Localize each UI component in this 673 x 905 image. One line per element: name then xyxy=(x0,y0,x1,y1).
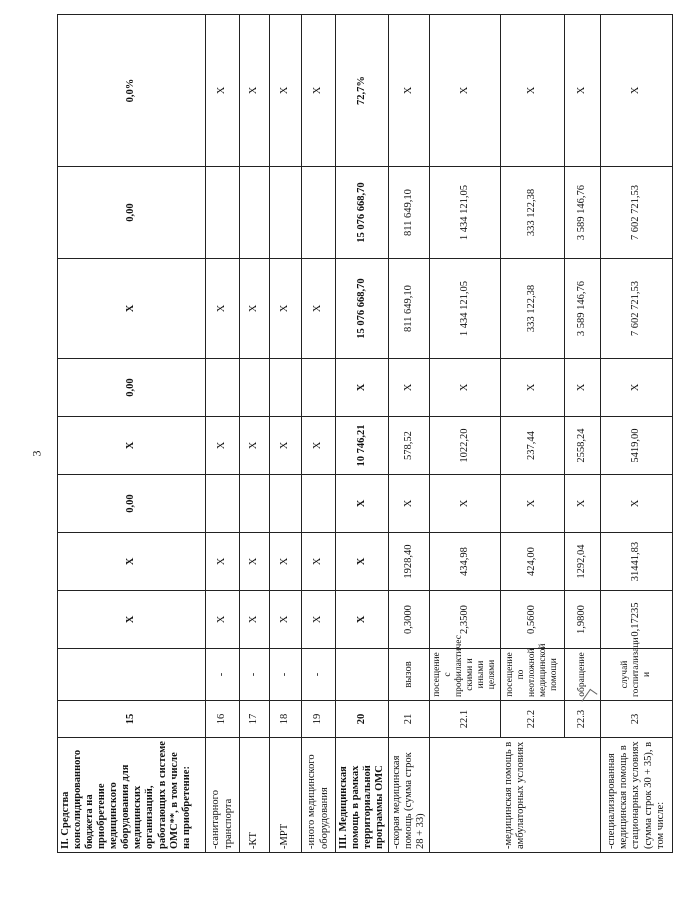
value-cell xyxy=(302,359,336,417)
value-cell: X xyxy=(240,417,270,475)
unit-cell: обращение xyxy=(564,649,600,701)
value-cell: 434,98 xyxy=(430,533,501,591)
row-name: III. Медицинская помощь в рамках территориальной программы ОМС xyxy=(336,738,389,853)
value-cell: X xyxy=(336,591,389,649)
value-cell: 7 602 721,53 xyxy=(600,259,672,359)
value-cell: 1,9800 xyxy=(564,591,600,649)
value-cell: X xyxy=(206,533,240,591)
value-cell: X xyxy=(270,591,302,649)
budget-table xyxy=(57,14,673,853)
value-cell: X xyxy=(336,533,389,591)
value-cell: 578,52 xyxy=(389,417,430,475)
value-cell xyxy=(206,167,240,259)
row-name: -МРТ xyxy=(270,738,302,853)
table-row xyxy=(430,15,501,853)
value-cell: 424,00 xyxy=(500,533,564,591)
value-cell: 7 602 721,53 xyxy=(600,167,672,259)
value-cell: 0,17235 xyxy=(600,591,672,649)
value-cell: X xyxy=(206,259,240,359)
value-cell xyxy=(302,475,336,533)
table-row xyxy=(336,15,389,853)
unit-cell: - xyxy=(270,649,302,701)
value-cell: X xyxy=(430,475,501,533)
value-cell: 2,3500 xyxy=(430,591,501,649)
row-number: 22.1 xyxy=(430,701,501,738)
row-name: II. Средства консолидированного бюджета на приобретение медицинского оборудования для медицинских организаций, работающих в системе ОМС**, в том числе на приобретение: xyxy=(58,738,206,853)
unit-cell: - xyxy=(206,649,240,701)
value-cell: 0,00 xyxy=(58,475,206,533)
value-cell: 1 434 121,05 xyxy=(430,259,501,359)
value-cell xyxy=(302,167,336,259)
value-cell: X xyxy=(240,591,270,649)
value-cell: 10 746,21 xyxy=(336,417,389,475)
unit-cell: вызов xyxy=(389,649,430,701)
value-cell: 1292,04 xyxy=(564,533,600,591)
row-number: 19 xyxy=(302,701,336,738)
value-cell: 15 076 668,70 xyxy=(336,259,389,359)
unit-cell: - xyxy=(240,649,270,701)
value-cell: 333 122,38 xyxy=(500,259,564,359)
value-cell: X xyxy=(430,359,501,417)
value-cell: X xyxy=(564,359,600,417)
value-cell: X xyxy=(58,259,206,359)
unit-cell: посещение по неотложной медицинской помощи xyxy=(500,649,564,701)
value-cell: X xyxy=(240,15,270,167)
value-cell: X xyxy=(389,359,430,417)
value-cell: X xyxy=(206,417,240,475)
unit-cell xyxy=(336,649,389,701)
row-number: 16 xyxy=(206,701,240,738)
value-cell xyxy=(240,167,270,259)
page-number: 3 xyxy=(29,450,44,457)
value-cell: X xyxy=(270,15,302,167)
value-cell: 333 122,38 xyxy=(500,167,564,259)
table-row xyxy=(600,15,672,853)
unit-cell: посещение с профилактичес скими и иными целями xyxy=(430,649,501,701)
value-cell: 5419,00 xyxy=(600,417,672,475)
row-number: 22.2 xyxy=(500,701,564,738)
value-cell: X xyxy=(336,359,389,417)
value-cell xyxy=(206,359,240,417)
value-cell: X xyxy=(500,475,564,533)
row-number: 23 xyxy=(600,701,672,738)
value-cell: X xyxy=(302,417,336,475)
value-cell: X xyxy=(270,533,302,591)
value-cell: X xyxy=(206,591,240,649)
value-cell: X xyxy=(270,417,302,475)
table-row xyxy=(206,15,240,853)
value-cell: X xyxy=(389,15,430,167)
value-cell: X xyxy=(600,359,672,417)
row-name: -иного медицинского оборудования xyxy=(302,738,336,853)
unit-cell xyxy=(58,649,206,701)
value-cell: 237,44 xyxy=(500,417,564,475)
row-number: 17 xyxy=(240,701,270,738)
value-cell: X xyxy=(336,475,389,533)
table-row xyxy=(270,15,302,853)
value-cell xyxy=(206,475,240,533)
row-name: -специализированная медицинская помощь в стационарных условиях (сумма строк 30 + 35), в том числе: xyxy=(600,738,672,853)
value-cell: X xyxy=(600,15,672,167)
table-row xyxy=(389,15,430,853)
table-row xyxy=(58,15,206,853)
value-cell: X xyxy=(240,259,270,359)
value-cell: X xyxy=(240,533,270,591)
value-cell: 3 589 146,76 xyxy=(564,259,600,359)
percent-cell: 72,7% xyxy=(336,15,389,167)
value-cell: X xyxy=(58,533,206,591)
value-cell: 1022,20 xyxy=(430,417,501,475)
value-cell: 2558,24 xyxy=(564,417,600,475)
value-cell: X xyxy=(206,15,240,167)
value-cell: X xyxy=(302,15,336,167)
row-name: -санитарного транспорта xyxy=(206,738,240,853)
value-cell: X xyxy=(500,359,564,417)
value-cell: X xyxy=(500,15,564,167)
unit-cell: случай госпитализаци и xyxy=(600,649,672,701)
value-cell: 31441,83 xyxy=(600,533,672,591)
value-cell: X xyxy=(430,15,501,167)
value-cell xyxy=(270,475,302,533)
row-name: -скорая медицинская помощь (сумма строк 28 + 33) xyxy=(389,738,430,853)
value-cell: 15 076 668,70 xyxy=(336,167,389,259)
row-name: -КТ xyxy=(240,738,270,853)
value-cell: X xyxy=(302,533,336,591)
table-row xyxy=(500,15,564,853)
value-cell: 811 649,10 xyxy=(389,167,430,259)
value-cell: X xyxy=(302,259,336,359)
value-cell: 0,00 xyxy=(58,167,206,259)
value-cell: 811 649,10 xyxy=(389,259,430,359)
row-number: 15 xyxy=(58,701,206,738)
row-number: 18 xyxy=(270,701,302,738)
percent-cell: 0,0% xyxy=(58,15,206,167)
value-cell: 1 434 121,05 xyxy=(430,167,501,259)
row-name: -медицинская помощь в амбулаторных условиях xyxy=(430,738,601,853)
value-cell xyxy=(270,167,302,259)
value-cell: X xyxy=(564,15,600,167)
value-cell: 0,3000 xyxy=(389,591,430,649)
unit-cell: - xyxy=(302,649,336,701)
row-number: 20 xyxy=(336,701,389,738)
value-cell: 3 589 146,76 xyxy=(564,167,600,259)
value-cell: X xyxy=(58,417,206,475)
rotated-table-area xyxy=(57,15,666,853)
value-cell: X xyxy=(564,475,600,533)
row-number: 21 xyxy=(389,701,430,738)
value-cell: 0,5600 xyxy=(500,591,564,649)
value-cell xyxy=(240,475,270,533)
value-cell: X xyxy=(389,475,430,533)
value-cell: X xyxy=(58,591,206,649)
value-cell: X xyxy=(270,259,302,359)
value-cell xyxy=(240,359,270,417)
value-cell xyxy=(270,359,302,417)
table-row xyxy=(240,15,270,853)
row-number: 22.3 xyxy=(564,701,600,738)
table-row xyxy=(302,15,336,853)
value-cell: X xyxy=(600,475,672,533)
value-cell: 0,00 xyxy=(58,359,206,417)
table-row xyxy=(564,15,600,853)
value-cell: 1928,40 xyxy=(389,533,430,591)
value-cell: X xyxy=(302,591,336,649)
